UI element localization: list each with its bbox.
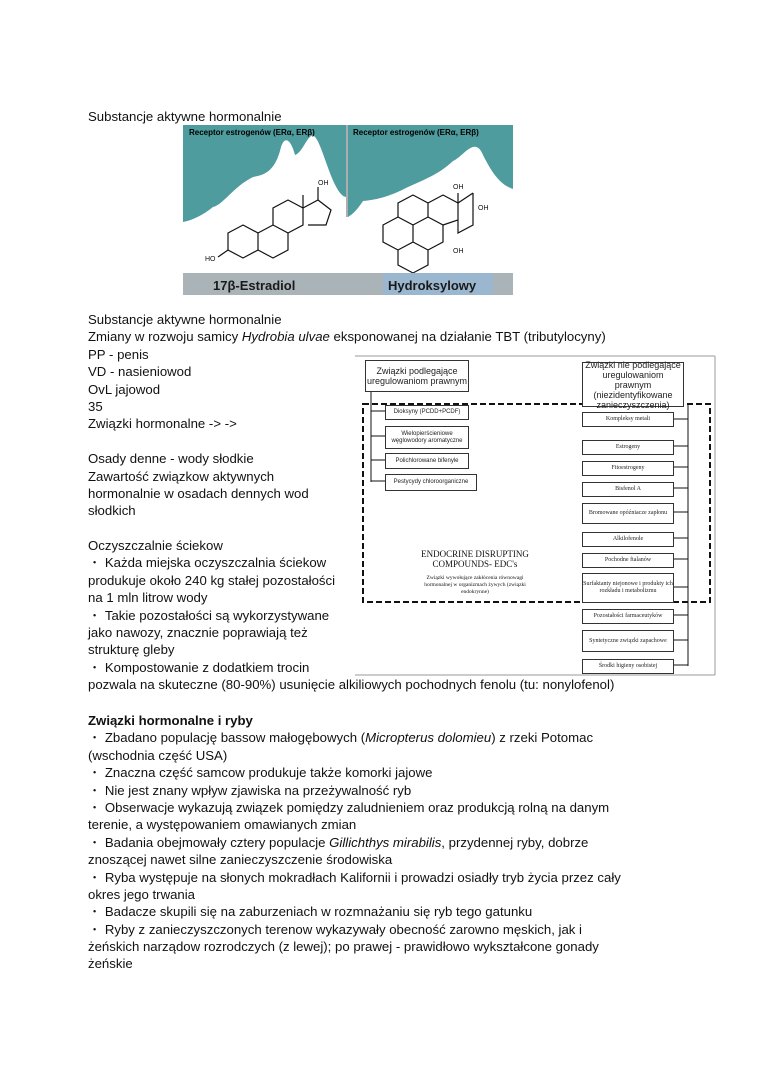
- edc-description: Związki wywołujące zakłócenia równowagi hormonalnej w organizmach żywych (związki endokrynne): [424, 575, 526, 595]
- left-receptor-title: Receptor estrogenów (ERα, ERβ): [189, 128, 315, 137]
- text-line: 35: [88, 398, 103, 414]
- oh-label: OH: [453, 184, 464, 191]
- text-line: [88, 729, 621, 746]
- text-line: ・ Badacze skupili się na zaburzeniach w rozmnażaniu się ryb tego gatunku: [88, 904, 533, 920]
- text-line: Zawartość związkow aktywnych: [88, 468, 275, 484]
- text-line: hormonalnie w osadach dennych wod: [88, 485, 309, 501]
- species-name: Hydrobia ulvae: [241, 329, 330, 345]
- hydroksylowy-label: Hydroksylowy: [388, 278, 477, 293]
- text-line: ・ Każda miejska oczyszczalnia ściekow: [88, 555, 327, 571]
- text-line: jako nawozy, znacznie poprawiają też: [88, 625, 308, 641]
- text-span: ) z rzeki Potomac: [491, 730, 594, 746]
- text-line: ・ Ryby z zanieczyszczonych terenow wykazywały obecność zarowno męskich, jak i: [88, 921, 582, 937]
- text-line: [88, 328, 614, 345]
- edc-title-line: COMPOUNDS- EDC's: [432, 559, 518, 569]
- section-title: Związki hormonalne i ryby: [88, 713, 253, 728]
- oh-label: OH: [453, 248, 464, 255]
- regulated-item: Pestycydy chloroorganiczne: [385, 474, 477, 491]
- unregulated-header: Związki nie podlegające uregulowaniom prawnym (niezidentyfikowane zanieczyszczenia): [582, 362, 684, 407]
- text-line: Substancje aktywne hormonalnie: [88, 312, 282, 327]
- text-line: pozwala na skuteczne (80-90%) usunięcie alkiliowych pochodnych fenolu (tu: nonylofenol): [88, 677, 615, 693]
- text-line: ・ Znaczna część samcow produkuje także komorki jajowe: [88, 765, 433, 781]
- text-line: ・ Ryba występuje na słonych mokradłach Kalifornii i prowadzi osiadły tryb życia przez cały: [88, 869, 621, 885]
- text-line: słodkich: [88, 503, 136, 519]
- right-receptor-title: Receptor estrogenów (ERα, ERβ): [353, 128, 479, 137]
- unregulated-item: Pozostałości farmaceutyków: [582, 609, 674, 624]
- text-line: Związki hormonalne -> ->: [88, 416, 237, 432]
- regulated-item: Wielopierścieniowe węglowodory aromatyczne: [385, 426, 469, 449]
- text-line: znoszącej nawet silne zanieczyszczenie środowiska: [88, 852, 393, 868]
- unregulated-item: Kompleksy metali: [582, 412, 674, 427]
- text-span: ・ Badania obejmowały cztery populacje: [88, 834, 330, 850]
- ho-label: HO: [205, 256, 216, 263]
- text-line: (wschodnia część USA): [88, 747, 228, 763]
- text-span: , przydennej ryby, dobrze: [441, 834, 589, 850]
- unregulated-item: Bisfenol A: [582, 482, 674, 497]
- unregulated-item: Alkilofenole: [582, 532, 674, 547]
- text-line: terenie, a występowaniem omawianych zmian: [88, 817, 357, 833]
- unregulated-item: Pochodne ftalanów: [582, 553, 674, 568]
- oh-label: OH: [478, 205, 489, 212]
- text-line: ・ Obserwacje wykazują związek pomiędzy zaludnieniem oraz produkcją rolną na danym: [88, 799, 610, 815]
- text-span: Zmiany w rozwoju samicy: [88, 329, 242, 345]
- regulated-header: Związki podlegające uregulowaniom prawnym: [365, 360, 469, 392]
- text-line: VD - nasieniowod: [88, 364, 192, 380]
- estradiol-label: 17β-Estradiol: [213, 278, 296, 293]
- text-line: strukturę gleby: [88, 642, 175, 658]
- text-line: żeńskich narządow rozrodczych (z lewej); po prawej - prawidłowo wykształcone gonady: [88, 939, 599, 955]
- text-line: PP - penis: [88, 346, 149, 362]
- regulated-item: Dioksyny (PCDD+PCDF): [385, 405, 469, 420]
- unregulated-item: Syntetyczne związki zapachowe: [582, 630, 674, 652]
- unregulated-item: Estrogeny: [582, 440, 674, 455]
- edc-title: [395, 549, 555, 569]
- estrogen-receptor-figure: [183, 125, 513, 295]
- unregulated-item: Środki higieny osobistej: [582, 659, 674, 674]
- edc-diagram: [355, 350, 745, 680]
- section3-text: [88, 712, 621, 973]
- oh-label: OH: [318, 180, 329, 187]
- text-span: ・ Zbadano populację bassow małogębowych (: [88, 730, 366, 746]
- text-line: OvL jajowod: [88, 381, 161, 397]
- species-name: Gillichthys mirabilis: [329, 834, 442, 850]
- edc-title-line: ENDOCRINE DISRUPTING: [421, 549, 529, 559]
- text-line: na 1 mln litrow wody: [88, 590, 208, 606]
- text-line: ・ Nie jest znany wpływ zjawiska na przeżywalność ryb: [88, 782, 412, 798]
- text-line: Osady denne - wody słodkie: [88, 451, 254, 467]
- text-line: okres jego trwania: [88, 886, 196, 902]
- species-name: Micropterus dolomieu: [365, 730, 492, 746]
- text-line: ・ Takie pozostałości są wykorzystywane: [88, 607, 330, 623]
- unregulated-item: Surfaktanty niejonowe i produkty ich rozkładu i metabolizmu: [582, 573, 674, 603]
- text-line: Oczyszczalnie ściekow: [88, 538, 223, 554]
- text-line: żeńskie: [88, 956, 133, 972]
- text-span: eksponowanej na działanie TBT (tributylocyny): [329, 329, 606, 345]
- unregulated-item: Bromowane opóźniacze zapłonu: [582, 503, 674, 524]
- text-line: produkuje około 240 kg stałej pozostałości: [88, 572, 336, 588]
- heading-substancje: Substancje aktywne hormonalnie: [88, 109, 282, 124]
- unregulated-item: Fitoestrogeny: [582, 461, 674, 476]
- regulated-item: Polichlorowane bifenyle: [385, 453, 469, 469]
- diagram-lines: [355, 350, 745, 680]
- text-line: ・ Kompostowanie z dodatkiem trocin: [88, 659, 310, 675]
- text-line: [88, 834, 621, 851]
